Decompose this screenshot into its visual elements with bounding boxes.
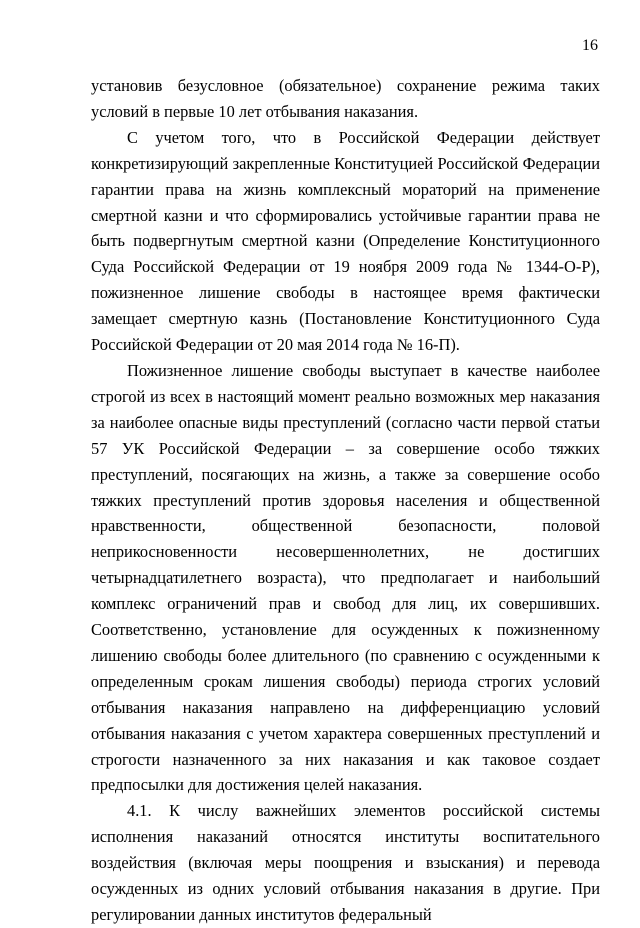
paragraph-1: установив безусловное (обязательное) сохранение режима таких условий в первые 10 лет отбывания наказания. [91, 76, 600, 121]
paragraph-2: С учетом того, что в Российской Федерации действует конкретизирующий закрепленные Конституцией Российской Федерации гарантии права на жизнь комплексный мораторий на применение смертной казни и что сформировались устойчивые гарантии права не быть подвергнутым смертной казни (Определение Конституционного Суда Российской Федерации от 19 ноября 2009 года № 1344-О-Р), пожизненное лишение свободы в настоящее время фактически замещает смертную казнь (Постановление Конституционного Суда Российской Федерации от 20 мая 2014 года № 16-П). [91, 127, 600, 355]
paragraph-4: 4.1. К числу важнейших элементов российской системы исполнения наказаний относятся институты воспитательного воздействия (включая меры поощрения и взыскания) и перевода осужденных из одних условий отбывания наказания в другие. При регулировании данных институтов федеральный [91, 801, 600, 924]
page-number: 16 [582, 37, 598, 54]
document-body [91, 73, 600, 928]
paragraph-3: Пожизненное лишение свободы выступает в качестве наиболее строгой из всех в настоящий момент реально возможных мер наказания за наиболее опасные виды преступлений (согласно части первой статьи 57 УК Российской Федерации – за совершение особо тяжких преступлений, посягающих на жизнь, а также за совершение особо тяжких преступлений против здоровья населения и общественной нравственности, общественной безопасности, половой неприкосновенности несовершеннолетних, не достигших четырнадцатилетнего возраста), что предполагает и наибольший комплекс ограничений прав и свобод для лиц, их совершивших. Соответственно, установление для осужденных к пожизненному лишению свободы более длительного (по сравнению с осужденными к определенным срокам лишения свободы) периода строгих условий отбывания наказания направлено на дифференциацию условий отбывания наказания с учетом характера совершенных преступлений и строгости назначенного за них наказания и как таковое создает предпосылки для достижения целей наказания. [91, 360, 600, 795]
